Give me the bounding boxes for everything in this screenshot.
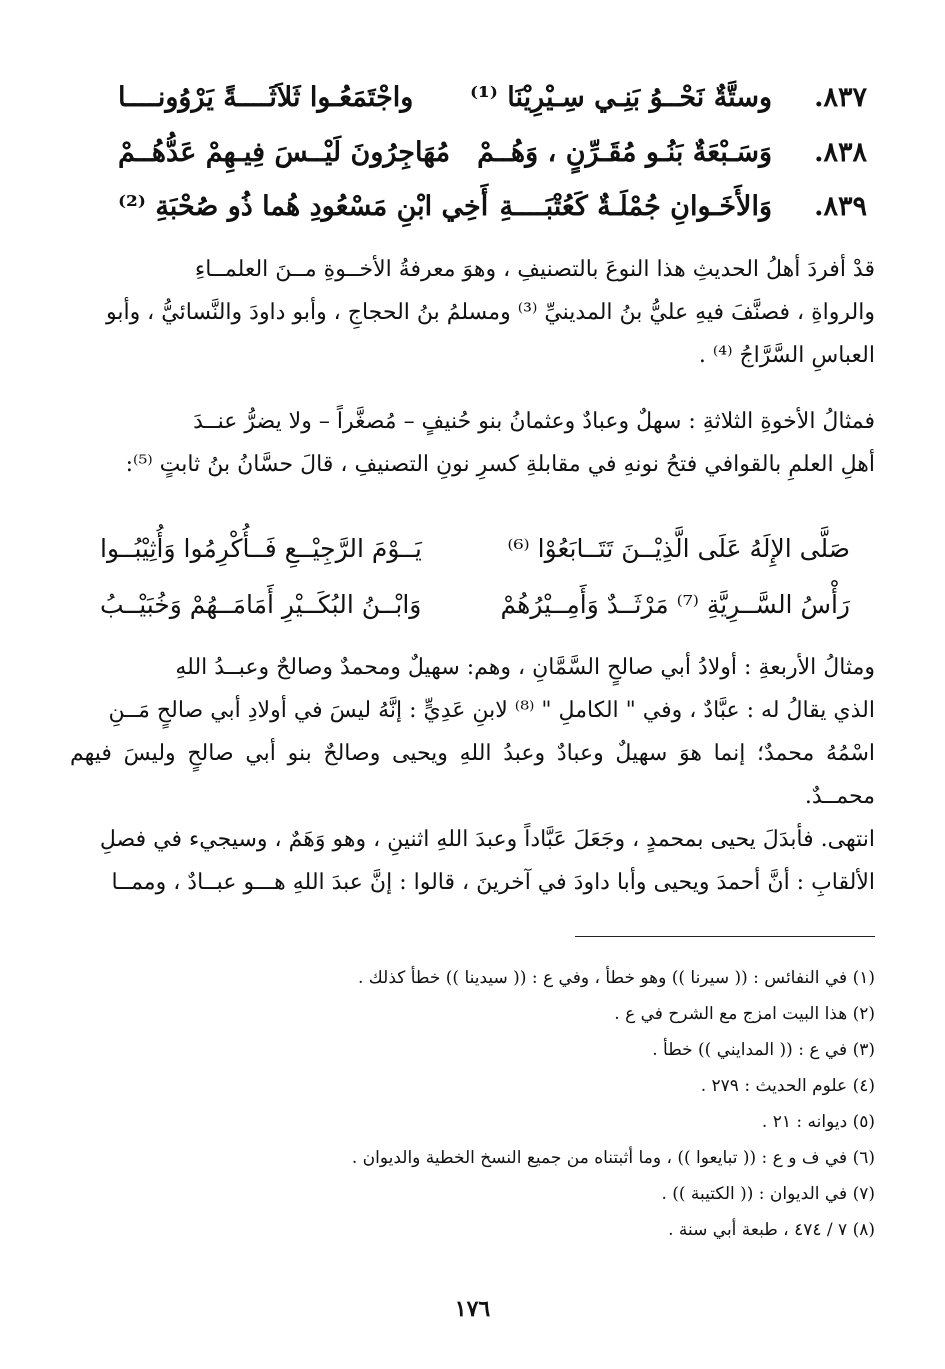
verse-first-hemistich: وستَّةٌ نَحْــوُ بَنِـي سِـيْرِيْنَا ⁽¹⁾	[469, 82, 772, 113]
verse-first-hemistich: وَسَـبْعَةٌ بَنُـو مُقَـرِّنٍ ، وَهُــمْ	[477, 137, 772, 168]
poem-first-hemistich: رَأْسُ السَّــرِيَّةِ ⁽⁷⁾ مَرْثَــدٌ وَأَمِــيْرُهُمْ	[500, 590, 850, 619]
verse-second-hemistich: أَخِي ابْنِ مَسْعُودِ هُما ذُو صُحْبَةِ ⁽²⁾	[118, 191, 489, 222]
text-line: العباسِ السَّرَّاجُ ⁽⁴⁾ .	[698, 343, 875, 368]
footnote: (٦) في ف و ع : (( تبايعوا )) ، وما أثبتناه من جميع النسخ الخطية والديوان .	[351, 1148, 875, 1168]
verse-line	[118, 187, 867, 231]
poem-line	[100, 586, 850, 630]
verse-second-hemistich: واجْتَمَعُـوا ثَلاَثَــــةً يَرْوُونــــا	[118, 82, 414, 113]
footnote: (٧) في الديوان : (( الكتيبة )) .	[661, 1184, 875, 1204]
text-line: انتهى. فأبدَلَ يحيى بمحمدٍ ، وجَعَلَ عَبَّاداً وعبدَ اللهِ اثنينِ ، وهو وَهَمٌ ، وسيجيء في فصلِ	[99, 827, 875, 852]
poem-second-hemistich: وَابْــنُ البُكَــيْرِ أَمَامَــهُمْ وَخُبَيْــبُ	[100, 590, 422, 619]
text-line: ومثالُ الأربعةِ : أولادُ أبي صالحٍ السَّمَّانِ ، وهم: سهيلٌ ومحمدٌ وصالحٌ وعبــدُ اللهِ	[175, 655, 875, 680]
verse-line	[118, 78, 867, 122]
text-line: الألقابِ : أنَّ أحمدَ ويحيى وأبا داودَ في آخرينَ ، قالوا : إنَّ عبدَ اللهِ هـــو عبــادٌ ، وممــا	[111, 870, 875, 895]
footnotes	[70, 960, 875, 1248]
verse-second-hemistich: مُهَاجِرُونَ لَيْــسَ فِيـهِمْ عَدُّهُــمْ	[118, 137, 451, 168]
commentary-paragraph	[70, 248, 875, 377]
text-line: قدْ أفردَ أهلُ الحديثِ هذا النوعَ بالتصنيفِ ، وهوَ معرفةُ الأخــوةِ مــنَ العلمــاءِ	[194, 257, 875, 282]
poem-first-hemistich: صَلَّى الإِلَهُ عَلَى الَّذِيْــنَ تَتَــابَعُوْا ⁽⁶⁾	[507, 534, 850, 563]
footnote: (١) في النفائس : (( سيرنا )) وهو خطأ ، وفي ع : (( سيدينا )) خطأ كذلك .	[358, 968, 875, 988]
text-line: اسْمُهُ محمدٌ؛ إنما هوَ سهيلٌ وعبادٌ وعبدُ اللهِ ويحيى وصالحٌ بنو أبي صالحٍ وليسَ فيهم محمــدٌ.	[70, 741, 875, 809]
footnote: (٣) في ع : (( المدايني )) خطأ .	[652, 1040, 875, 1060]
commentary-paragraph	[70, 400, 875, 486]
verse-number: ٨٣٧.	[814, 82, 867, 113]
verse-number: ٨٣٩.	[814, 191, 867, 222]
footnote: (٢) هذا البيت امزج مع الشرح في ع .	[614, 1004, 875, 1024]
verse-first-hemistich: وَالأَخَـوانِ جُمْلَـةٌ كَعُتْبَــــةِ	[499, 191, 772, 222]
footnote: (٤) علوم الحديث : ٢٧٩ .	[700, 1076, 875, 1096]
text-line: فمثالُ الأخوةِ الثلاثةِ : سهلٌ وعبادٌ وعثمانُ بنو حُنيفٍ – مُصغَّراً – ولا يضرُّ عنــدَ	[193, 409, 875, 434]
text-line: الذي يقالُ له : عبَّادٌ ، وفي " الكاملِ " ⁽⁸⁾ لابنِ عَدِيٍّ : إنَّهُ ليسَ في أولادِ أبي صالحٍ مَــنِ	[108, 698, 875, 723]
footnote: (٥) ديوانه : ٢١ .	[761, 1112, 875, 1132]
poem-line	[100, 530, 850, 574]
verse-number: ٨٣٨.	[814, 137, 867, 168]
footnote-divider	[575, 936, 875, 937]
text-line: أهلِ العلمِ بالقوافي فتحُ نونهِ في مقابلةِ كسرِ نونِ التصنيفِ ، قالَ حسَّانُ بنُ ثابتٍ ⁽⁵⁾:	[125, 452, 875, 477]
commentary-paragraph	[70, 646, 875, 904]
footnote: (٨) ٧ / ٤٧٤ ، طبعة أبي سنة .	[668, 1220, 875, 1240]
text-line: والرواةِ ، فصنَّفَ فيهِ عليُّ بنُ المدينيِّ ⁽³⁾ ومسلمُ بنُ الحجاجِ ، وأبو داودَ والنَّسائيُّ ، وأبو	[105, 300, 875, 325]
poem-second-hemistich: يَــوْمَ الرَّجِيْــعِ فَــأُكْرِمُوا وَأُثِيْبُــوا	[100, 534, 422, 563]
page-number: ١٧٦	[454, 1296, 491, 1322]
verse-line	[118, 133, 867, 177]
